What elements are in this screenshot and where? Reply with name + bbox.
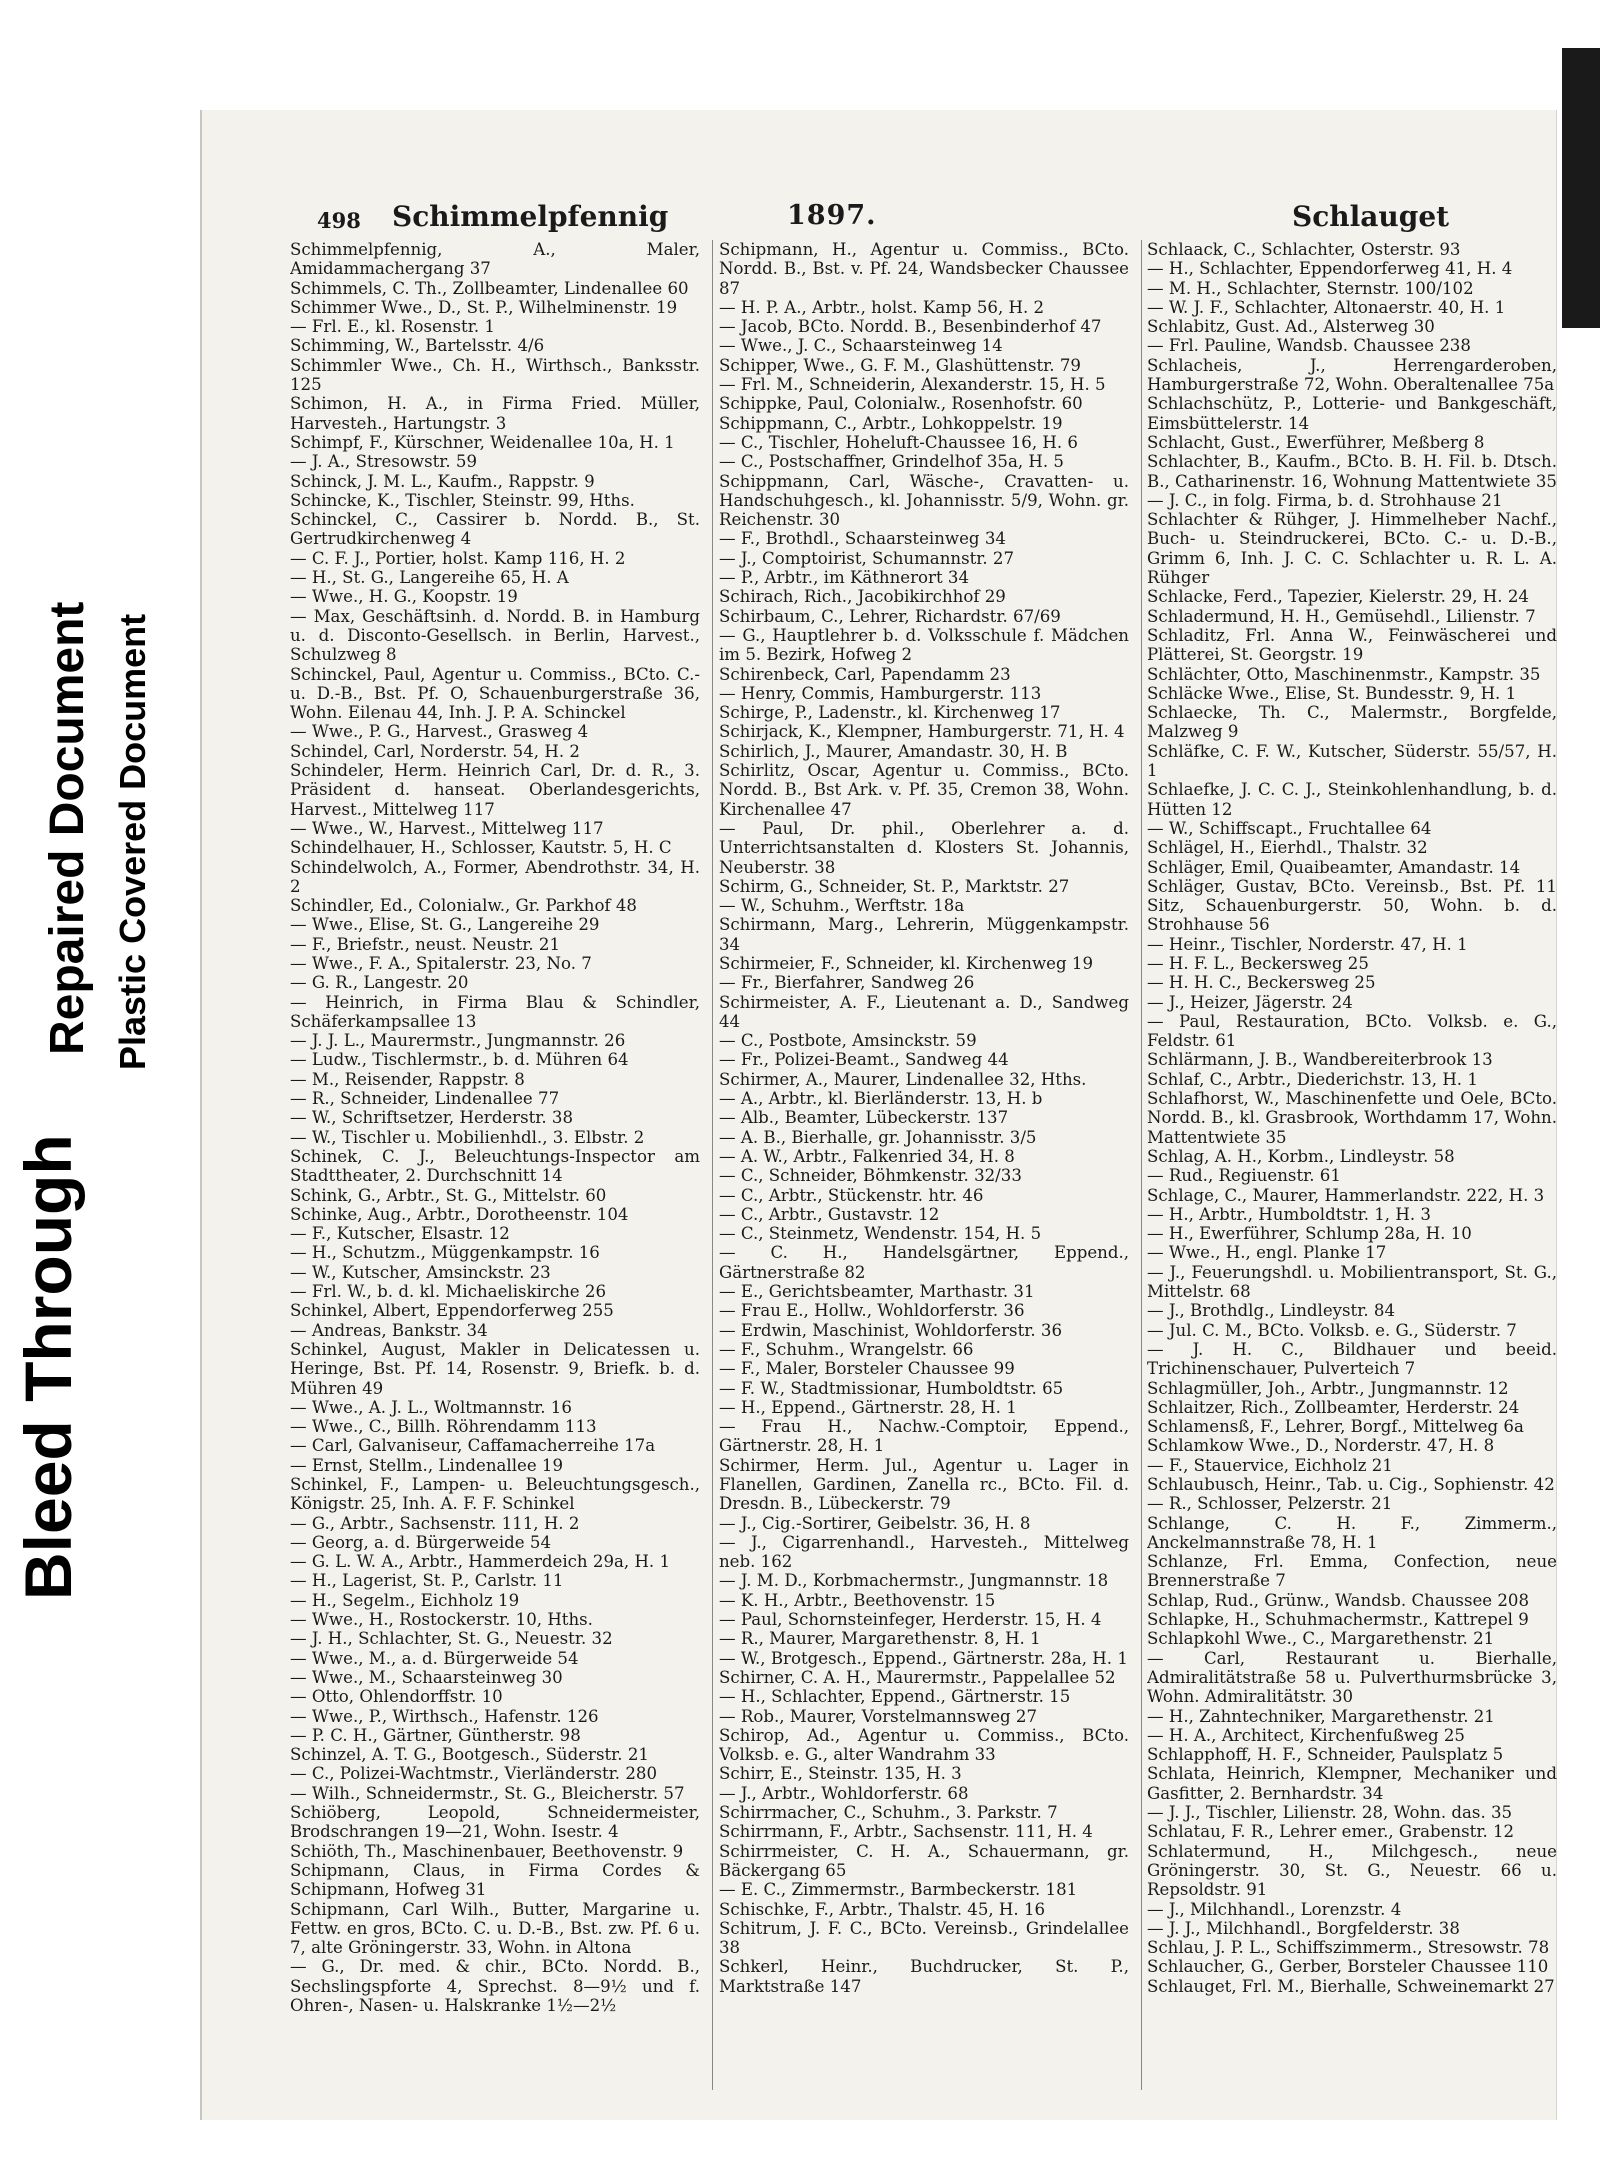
directory-entry: — A. B., Bierhalle, gr. Johannisstr. 3/5 [719, 1127, 1037, 1147]
directory-entry: — Wwe., F. A., Spitalerstr. 23, No. 7 [290, 953, 592, 973]
directory-entry: Schlafhorst, W., Maschinenfette und Oele, BCto. Nordd. B., kl. Grasbrook, Worthdamm 17, Wohn. Mattentwiete 35 [1147, 1089, 1557, 1147]
directory-entry: Schimming, W., Bartelsstr. 4/6 [290, 336, 545, 356]
directory-entry: — Fr., Polizei-Beamt., Sandweg 44 [719, 1050, 1009, 1070]
directory-entry: — Wwe., M., Schaarsteinweg 30 [290, 1667, 563, 1687]
directory-entry: — J., Milchhandl., Lorenzstr. 4 [1147, 1899, 1402, 1919]
directory-entry: — P. C. H., Gärtner, Güntherstr. 98 [290, 1725, 581, 1745]
directory-entry: — Otto, Ohlendorffstr. 10 [290, 1687, 503, 1707]
directory-entry: Schipmann, Claus, in Firma Cordes & Schipmann, Hofweg 31 [290, 1860, 700, 1900]
directory-entry: Schlamensß, F., Lehrer, Borgf., Mittelweg 6a [1147, 1417, 1524, 1437]
directory-entry: — C., Arbtr., Stückenstr. htr. 46 [719, 1185, 984, 1205]
directory-entry: — Paul, Schornsteinfeger, Herderstr. 15, H. 4 [719, 1610, 1102, 1630]
directory-entry: — J. J., Tischler, Lilienstr. 28, Wohn. das. 35 [1147, 1803, 1513, 1823]
directory-entry: Schirbaum, C., Lehrer, Richardstr. 67/69 [719, 606, 1061, 626]
column-1 [290, 240, 700, 2100]
directory-entry: — Wwe., H. G., Koopstr. 19 [290, 587, 518, 607]
directory-entry: Schlaubusch, Heinr., Tab. u. Cig., Sophienstr. 42 [1147, 1475, 1555, 1494]
directory-entry: — F., Schuhm., Wrangelstr. 66 [719, 1339, 974, 1359]
directory-entry: Schinck, J. M. L., Kaufm., Rappstr. 9 [290, 471, 595, 491]
directory-entry: Schipmann, Carl Wilh., Butter, Margarine u. Fettw. en gros, BCto. C. u. D.-B., Bst. zw. Pf. 6 u. 7, alte Gröningerstr. 33, Wohn. in Altona [290, 1899, 700, 1958]
directory-entry: Schlaefke, J. C. C. J., Steinkohlenhandlung, b. d. Hütten 12 [1147, 780, 1557, 819]
directory-entry: — Ernst, Stellm., Lindenallee 19 [290, 1455, 564, 1475]
scan-edge-strip [1562, 48, 1600, 328]
directory-entry: Schlacke, Ferd., Tapezier, Kielerstr. 29, H. 24 [1147, 587, 1529, 607]
directory-entry: Schindler, Ed., Colonialw., Gr. Parkhof 48 [290, 896, 637, 916]
directory-entry: Schladitz, Frl. Anna W., Feinwäscherei und Plätterei, St. Georgstr. 19 [1147, 625, 1557, 665]
directory-entry: — W., Schuhm., Werftstr. 18a [719, 896, 965, 916]
directory-entry: Schlapphoff, H. F., Schneider, Paulsplatz 5 [1147, 1745, 1504, 1765]
directory-entry: Schiöberg, Leopold, Schneidermeister, Brodschrangen 19—21, Wohn. Isestr. 4 [290, 1803, 700, 1842]
directory-entry: Schlap, Rud., Grünw., Wandsb. Chaussee 208 [1147, 1590, 1530, 1610]
directory-entry: — W., Schriftsetzer, Herderstr. 38 [290, 1108, 574, 1128]
directory-entry: Schlaack, C., Schlachter, Osterstr. 93 [1147, 240, 1461, 259]
directory-entry: — Frl. W., b. d. kl. Michaeliskirche 26 [290, 1282, 607, 1302]
directory-entry: — W., Schiffscapt., Fruchtallee 64 [1147, 818, 1432, 838]
directory-entry: — Wwe., H., Rostockerstr. 10, Hths. [290, 1610, 593, 1630]
directory-entry: Schlachschütz, P., Lotterie- und Bankgeschäft, Eimsbüttelerstr. 14 [1147, 394, 1557, 433]
directory-entry: — C., Arbtr., Gustavstr. 12 [719, 1204, 940, 1224]
directory-entry: Schipper, Wwe., G. F. M., Glashüttenstr. 79 [719, 355, 1081, 375]
directory-entry: Schischke, F., Arbtr., Thalstr. 45, H. 16 [719, 1899, 1046, 1919]
directory-entry: — J. A., Stresowstr. 59 [290, 452, 478, 472]
directory-entry: Schlanze, Frl. Emma, Confection, neue Brennerstraße 7 [1147, 1552, 1557, 1591]
directory-entry: — C. H., Handelsgärtner, Eppend., Gärtnerstraße 82 [719, 1243, 1129, 1282]
directory-entry: — F., Maler, Borsteler Chaussee 99 [719, 1359, 1015, 1379]
directory-entry: Schlachter & Rühger, J. Himmelheber Nachf., Buch- u. Steindruckerei, BCto. C.- u. D.-B., Grimm 6, Inh. J. C. C. Schlachter u. R. L. A. Rühger [1147, 510, 1557, 588]
directory-entry: Schimmelpfennig, A., Maler, Amidammachergang 37 [290, 240, 700, 279]
directory-entry: Schlaucher, G., Gerber, Borsteler Chaussee 110 [1147, 1957, 1549, 1977]
directory-entry: — H., Lagerist, St. P., Carlstr. 11 [290, 1571, 564, 1591]
directory-entry: Schirach, Rich., Jacobikirchhof 29 [719, 587, 1006, 607]
directory-entry: Schirmer, Herm. Jul., Agentur u. Lager in Flanellen, Gardinen, Zanella rc., BCto. Fil. d. Dresdn. B., Lübeckerstr. 79 [719, 1455, 1129, 1514]
directory-entry: — J., Comptoirist, Schumannstr. 27 [719, 548, 1015, 568]
directory-entry: — H., St. G., Langereihe 65, H. A [290, 568, 569, 588]
directory-entry: — M., Reisender, Rappstr. 8 [290, 1069, 525, 1089]
directory-entry: Schirenbeck, Carl, Papendamm 23 [719, 664, 1011, 684]
directory-entry: — F., Briefstr., neust. Neustr. 21 [290, 934, 561, 954]
directory-entry: — C., Postbote, Amsinckstr. 59 [719, 1031, 977, 1051]
directory-entry: — Georg, a. d. Bürgerweide 54 [290, 1532, 552, 1552]
directory-entry: Schlärmann, J. B., Wandbereiterbrook 13 [1147, 1050, 1493, 1070]
directory-entry: — Carl, Galvaniseur, Caffamacherreihe 17a [290, 1436, 656, 1456]
directory-entry: — G., Dr. med. & chir., BCto. Nordd. B., Sechslingspforte 4, Sprechst. 8—9½ und f. Ohren-, Nasen- u. Halskranke 1½—2½ [290, 1957, 700, 2016]
directory-entry: — H. F. L., Beckersweg 25 [1147, 953, 1369, 973]
directory-entry: Schinckel, Paul, Agentur u. Commiss., BCto. C.- u. D.-B., Bst. Pf. O, Schauenburgerstraße 36, Wohn. Eilenau 44, Inh. J. P. A. Schinckel [290, 664, 700, 723]
directory-entry: — G. R., Langestr. 20 [290, 973, 469, 993]
directory-entry: — H., Eppend., Gärtnerstr. 28, H. 1 [719, 1397, 1017, 1417]
directory-entry: Schlägel, H., Eierhdl., Thalstr. 32 [1147, 838, 1428, 858]
directory-entry: — W., Brotgesch., Eppend., Gärtnerstr. 28a, H. 1 [719, 1648, 1128, 1668]
directory-entry: — Wwe., C., Billh. Röhrendamm 113 [290, 1417, 597, 1437]
directory-entry: Schirner, C. A. H., Maurermstr., Pappelallee 52 [719, 1667, 1116, 1687]
directory-entry: — Andreas, Bankstr. 34 [290, 1320, 488, 1340]
directory-entry: — W., Tischler u. Mobilienhdl., 3. Elbstr. 2 [290, 1127, 645, 1147]
directory-entry: — Frau H., Nachw.-Comptoir, Eppend., Gärtnerstr. 28, H. 1 [719, 1417, 1129, 1456]
directory-entry: Schinzel, A. T. G., Bootgesch., Süderstr. 21 [290, 1745, 649, 1765]
directory-entry: Schlamkow Wwe., D., Norderstr. 47, H. 8 [1147, 1436, 1495, 1456]
directory-entry: — Rob., Maurer, Vorstelmannsweg 27 [719, 1706, 1038, 1726]
directory-entry: Schippmann, Carl, Wäsche-, Cravatten- u. Handschuhgesch., kl. Johannisstr. 5/9, Wohn. gr. Reichenstr. 30 [719, 471, 1129, 530]
directory-entry: Schlag, A. H., Korbm., Lindleystr. 58 [1147, 1146, 1455, 1166]
directory-entry: — Fr., Bierfahrer, Sandweg 26 [719, 973, 975, 993]
directory-entry: Schinke, Aug., Arbtr., Dorotheenstr. 104 [290, 1204, 629, 1224]
directory-entry: — Frl. M., Schneiderin, Alexanderstr. 15, H. 5 [719, 375, 1106, 395]
directory-entry: Schlaf, C., Arbtr., Diederichstr. 13, H. 1 [1147, 1069, 1478, 1089]
directory-entry: — C., Polizei-Wachtmstr., Vierländerstr. 280 [290, 1764, 657, 1784]
directory-entry: Schlaecke, Th. C., Malermstr., Borgfelde, Malzweg 9 [1147, 703, 1557, 742]
directory-entry: — Wwe., P. G., Harvest., Grasweg 4 [290, 722, 589, 742]
directory-entry: — Heinrich, in Firma Blau & Schindler, Schäferkampsallee 13 [290, 992, 700, 1031]
directory-entry: — J., Feuerungshdl. u. Mobilientransport, St. G., Mittelstr. 68 [1147, 1262, 1557, 1302]
directory-entry: — R., Schlosser, Pelzerstr. 21 [1147, 1494, 1393, 1514]
page-header [202, 200, 1557, 240]
directory-entry: — J., Cig.-Sortirer, Geibelstr. 36, H. 8 [719, 1513, 1031, 1533]
directory-entry: Schlächter, Otto, Maschinenmstr., Kampstr. 35 [1147, 664, 1541, 684]
directory-entry: Schlata, Heinrich, Klempner, Mechaniker und Gasfitter, 2. Bernhardstr. 34 [1147, 1764, 1557, 1803]
directory-entry: Schirrmacher, C., Schuhm., 3. Parkstr. 7 [719, 1803, 1058, 1823]
directory-entry: Schlage, C., Maurer, Hammerlandstr. 222, H. 3 [1147, 1185, 1545, 1205]
directory-entry: — H., Segelm., Eichholz 19 [290, 1590, 520, 1610]
directory-entry: Schimmer Wwe., D., St. P., Wilhelminenstr. 19 [290, 297, 678, 317]
directory-entry: — Wwe., M., a. d. Bürgerweide 54 [290, 1648, 579, 1668]
directory-entry: — Wwe., J. C., Schaarsteinweg 14 [719, 336, 1003, 356]
directory-entry: Schkerl, Heinr., Buchdrucker, St. P., Marktstraße 147 [719, 1957, 1129, 1996]
directory-entry: — E., Gerichtsbeamter, Marthastr. 31 [719, 1282, 1035, 1302]
repaired-document-label: Repaired Document [41, 601, 94, 1055]
directory-entry: Schindeler, Herm. Heinrich Carl, Dr. d. R., 3. Präsident d. hanseat. Oberlandesgerichts, Harvest., Mittelweg 117 [290, 761, 700, 819]
directory-entry: — Henry, Commis, Hamburgerstr. 113 [719, 683, 1042, 703]
directory-entry: — Jul. C. M., BCto. Volksb. e. G., Süderstr. 7 [1147, 1320, 1517, 1340]
directory-entry: — Paul, Dr. phil., Oberlehrer a. d. Unterrichtsanstalten d. Klosters St. Johannis, Neuberstr. 38 [719, 818, 1129, 877]
directory-entry: — E. C., Zimmermstr., Barmbeckerstr. 181 [719, 1880, 1078, 1900]
directory-entry: — C. F. J., Portier, holst. Kamp 116, H. 2 [290, 548, 626, 568]
directory-page [200, 110, 1557, 2120]
column-2 [719, 240, 1129, 2100]
directory-entry: — Alb., Beamter, Lübeckerstr. 137 [719, 1108, 1009, 1128]
directory-entry: Schindel, Carl, Norderstr. 54, H. 2 [290, 741, 580, 761]
header-left-keyword: Schimmelpfennig [392, 200, 669, 233]
directory-entry: — F. W., Stadtmissionar, Humboldtstr. 65 [719, 1378, 1064, 1398]
directory-entry: Schippke, Paul, Colonialw., Rosenhofstr. 60 [719, 394, 1083, 414]
directory-entry: Schirge, P., Ladenstr., kl. Kirchenweg 17 [719, 703, 1061, 723]
column-3 [1147, 240, 1557, 2100]
header-year: 1897. [787, 200, 877, 231]
directory-entry: — J., Brothdlg., Lindleystr. 84 [1147, 1301, 1395, 1321]
directory-entry: Schläger, Gustav, BCto. Vereinsb., Bst. Pf. 11 Sitz, Schauenburgerstr. 50, Wohn. b. d. Strohhause 56 [1147, 876, 1557, 935]
directory-entry: — H., Ewerführer, Schlump 28a, H. 10 [1147, 1224, 1472, 1244]
directory-entry: Schirmeister, A. F., Lieutenant a. D., Sandweg 44 [719, 992, 1129, 1031]
directory-entry: Schimmler Wwe., Ch. H., Wirthsch., Banksstr. 125 [290, 355, 700, 395]
directory-entry: — Wwe., W., Harvest., Mittelweg 117 [290, 818, 604, 838]
directory-entry: — Rud., Regiuenstr. 61 [1147, 1166, 1341, 1186]
directory-entry: — M. H., Schlachter, Sternstr. 100/102 [1147, 278, 1474, 298]
directory-entry: — Wwe., H., engl. Planke 17 [1147, 1243, 1387, 1263]
directory-entry: Schinckel, C., Cassirer b. Nordd. B., St. Gertrudkirchenweg 4 [290, 510, 700, 549]
directory-entry: Schink, G., Arbtr., St. G., Mittelstr. 60 [290, 1185, 607, 1205]
directory-entry: Schlapke, H., Schuhmachermstr., Kattrepel 9 [1147, 1610, 1529, 1630]
directory-entry: — Heinr., Tischler, Norderstr. 47, H. 1 [1147, 934, 1468, 954]
directory-entry: Schirmeier, F., Schneider, kl. Kirchenweg 19 [719, 953, 1094, 973]
directory-entry: — J. C., in folg. Firma, b. d. Strohhause 21 [1147, 490, 1503, 510]
directory-entry: — W., Kutscher, Amsinckstr. 23 [290, 1262, 551, 1282]
directory-entry: Schirmann, Marg., Lehrerin, Müggenkampstr. 34 [719, 915, 1129, 954]
directory-entry: — R., Schneider, Lindenallee 77 [290, 1089, 560, 1109]
directory-entry: — Paul, Restauration, BCto. Volksb. e. G., Feldstr. 61 [1147, 1011, 1557, 1051]
directory-entry: — P., Arbtr., im Käthnerort 34 [719, 568, 970, 588]
directory-entry: Schimon, H. A., in Firma Fried. Müller, Harvesteh., Hartungstr. 3 [290, 394, 700, 433]
directory-entry: — J. J., Milchhandl., Borgfelderstr. 38 [1147, 1918, 1460, 1938]
directory-entry: — H., Arbtr., Humboldtstr. 1, H. 3 [1147, 1204, 1431, 1224]
directory-entry: — G., Arbtr., Sachsenstr. 111, H. 2 [290, 1513, 580, 1533]
column-separator [712, 240, 713, 2090]
directory-entry: — Frl. Pauline, Wandsb. Chaussee 238 [1147, 336, 1471, 356]
directory-entry: Schirr, E., Steinstr. 135, H. 3 [719, 1764, 962, 1784]
directory-entry: — Erdwin, Maschinist, Wohldorferstr. 36 [719, 1320, 1063, 1340]
directory-entry: — C., Postschaffner, Grindelhof 35a, H. 5 [719, 452, 1064, 472]
directory-entry: — A. W., Arbtr., Falkenried 34, H. 8 [719, 1146, 1015, 1166]
directory-entry: — Ludw., Tischlermstr., b. d. Mühren 64 [290, 1050, 629, 1070]
directory-entry: — W. J. F., Schlachter, Altonaerstr. 40, H. 1 [1147, 297, 1506, 317]
directory-entry: Schiöth, Th., Maschinenbauer, Beethovenstr. 9 [290, 1841, 684, 1861]
directory-entry: Schindelwolch, A., Former, Abendrothstr. 34, H. 2 [290, 857, 700, 896]
directory-entry: Schlauget, Frl. M., Bierhalle, Schweinemarkt 27 [1147, 1976, 1555, 1996]
directory-entry: — J., Heizer, Jägerstr. 24 [1147, 992, 1353, 1012]
directory-entry: — A., Arbtr., kl. Bierländerstr. 13, H. b [719, 1089, 1043, 1109]
directory-entry: Schirrmeister, C. H. A., Schauermann, gr. Bäckergang 65 [719, 1841, 1129, 1880]
directory-entry: — H., Zahntechniker, Margarethenstr. 21 [1147, 1706, 1495, 1726]
directory-entry: Schlapkohl Wwe., C., Margarethenstr. 21 [1147, 1629, 1495, 1649]
directory-entry: — Carl, Restaurant u. Bierhalle, Admiralitätstraße 58 u. Pulverthurmsbrücke 3, Wohn. Admiralitätstr. 30 [1147, 1648, 1557, 1707]
directory-entry: — Frau E., Hollw., Wohldorferstr. 36 [719, 1301, 1025, 1321]
directory-entry: — Jacob, BCto. Nordd. B., Besenbinderhof 47 [719, 317, 1102, 337]
directory-entry: Schlatau, F. R., Lehrer emer., Grabenstr. 12 [1147, 1822, 1515, 1842]
directory-entry: — J. H., Schlachter, St. G., Neuestr. 32 [290, 1629, 613, 1649]
directory-entry: — G., Hauptlehrer b. d. Volksschule f. Mädchen im 5. Bezirk, Hofweg 2 [719, 625, 1129, 665]
directory-entry: — K. H., Arbtr., Beethovenstr. 15 [719, 1590, 996, 1610]
directory-entry: Schinkel, F., Lampen- u. Beleuchtungsgesch., Königstr. 25, Inh. A. F. F. Schinkel [290, 1475, 700, 1514]
bleed-through-label: Bleed Through [11, 1134, 85, 1600]
directory-entry: Schlange, C. H. F., Zimmerm., Anckelmannstraße 78, H. 1 [1147, 1513, 1557, 1552]
directory-entry: Schlacheis, J., Herrengarderoben, Hamburgerstraße 72, Wohn. Oberaltenallee 75a [1147, 355, 1557, 395]
directory-entry: — F., Kutscher, Elsastr. 12 [290, 1224, 510, 1244]
directory-entry: — Frl. E., kl. Rosenstr. 1 [290, 317, 495, 337]
directory-entry: — H., Schlachter, Eppendorferweg 41, H. 4 [1147, 259, 1513, 279]
directory-entry: Schläger, Emil, Quaibeamter, Amandastr. 14 [1147, 857, 1521, 877]
directory-entry: — F., Brothdl., Schaarsteinweg 34 [719, 529, 1006, 549]
directory-entry: Schimmels, C. Th., Zollbeamter, Lindenallee 60 [290, 278, 689, 298]
directory-entry: — F., Stauervice, Eichholz 21 [1147, 1455, 1393, 1475]
directory-entry: — J., Cigarrenhandl., Harvesteh., Mittelweg neb. 162 [719, 1532, 1129, 1572]
directory-entry: Schirlich, J., Maurer, Amandastr. 30, H. B [719, 741, 1068, 761]
directory-entry: — Wwe., A. J. L., Woltmannstr. 16 [290, 1397, 572, 1417]
directory-entry: Schirlitz, Oscar, Agentur u. Commiss., BCto. Nordd. B., Bst Ark. v. Pf. 35, Cremon 38, Wohn. Kirchenallee 47 [719, 761, 1129, 819]
directory-entry: — R., Maurer, Margarethenstr. 8, H. 1 [719, 1629, 1041, 1649]
directory-entry: Schindelhauer, H., Schlosser, Kautstr. 5, H. C [290, 838, 672, 858]
directory-entry: Schlau, J. P. L., Schiffszimmerm., Stresowstr. 78 [1147, 1938, 1550, 1958]
directory-entry: Schlachter, B., Kaufm., BCto. B. H. Fil. b. Dtsch. B., Catharinenstr. 16, Wohnung Mattentwiete 35 [1147, 452, 1557, 491]
directory-entry: — C., Tischler, Hoheluft-Chaussee 16, H. 6 [719, 432, 1078, 452]
directory-entry: Schlabitz, Gust. Ad., Alsterweg 30 [1147, 317, 1435, 337]
directory-entry: Schirm, G., Schneider, St. P., Marktstr. 27 [719, 876, 1070, 896]
directory-entry: Schirrmann, F., Arbtr., Sachsenstr. 111, H. 4 [719, 1822, 1093, 1842]
directory-entry: Schläfke, C. F. W., Kutscher, Süderstr. 55/57, H. 1 [1147, 741, 1557, 781]
directory-entry: — H. P. A., Arbtr., holst. Kamp 56, H. 2 [719, 297, 1045, 317]
directory-entry: Schippmann, C., Arbtr., Lohkoppelstr. 19 [719, 413, 1063, 433]
directory-entry: Schirop, Ad., Agentur u. Commiss., BCto. Volksb. e. G., alter Wandrahm 33 [719, 1725, 1129, 1765]
directory-entry: Schinkel, Albert, Eppendorferweg 255 [290, 1301, 614, 1321]
directory-entry: Schimpf, F., Kürschner, Weidenallee 10a, H. 1 [290, 432, 675, 452]
directory-entry: Schincke, K., Tischler, Steinstr. 99, Hths. [290, 490, 635, 510]
directory-entry: — J. M. D., Korbmachermstr., Jungmannstr. 18 [719, 1571, 1109, 1591]
directory-entry: — H. A., Architect, Kirchenfußweg 25 [1147, 1725, 1465, 1745]
directory-entry: Schirjack, K., Klempner, Hamburgerstr. 71, H. 4 [719, 722, 1125, 742]
directory-entry: — Wilh., Schneidermstr., St. G., Bleicherstr. 57 [290, 1783, 685, 1803]
directory-entry: — Wwe., P., Wirthsch., Hafenstr. 126 [290, 1706, 599, 1726]
directory-entry: Schlaitzer, Rich., Zollbeamter, Herderstr. 24 [1147, 1397, 1520, 1417]
header-right-keyword: Schlauget [1292, 200, 1450, 233]
column-separator [1141, 240, 1142, 2090]
directory-entry: Schinek, C. J., Beleuchtungs-Inspector am Stadttheater, 2. Durchschnitt 14 [290, 1146, 700, 1186]
directory-entry: — C., Schneider, Böhmkenstr. 32/33 [719, 1166, 1022, 1186]
directory-entry: — C., Steinmetz, Wendenstr. 154, H. 5 [719, 1224, 1042, 1244]
directory-entry: — H. H. C., Beckersweg 25 [1147, 973, 1376, 993]
directory-entry: Schlatermund, H., Milchgesch., neue Gröningerstr. 30, St. G., Neuestr. 66 u. Repsoldstr. 91 [1147, 1841, 1557, 1900]
directory-entry: — H., Schlachter, Eppend., Gärtnerstr. 15 [719, 1687, 1071, 1707]
directory-entry: Schipmann, H., Agentur u. Commiss., BCto. Nordd. B., Bst. v. Pf. 24, Wandsbecker Chaussee 87 [719, 240, 1129, 298]
directory-entry: — Wwe., Elise, St. G., Langereihe 29 [290, 915, 600, 935]
directory-entry: — H., Schutzm., Müggenkampstr. 16 [290, 1243, 600, 1263]
directory-entry: Schitrum, J. F. C., BCto. Vereinsb., Grindelallee 38 [719, 1918, 1129, 1958]
directory-entry: Schladermund, H. H., Gemüsehdl., Lilienstr. 7 [1147, 606, 1536, 626]
directory-entry: — G. L. W. A., Arbtr., Hammerdeich 29a, H. 1 [290, 1552, 671, 1572]
directory-entry: Schinkel, August, Makler in Delicatessen u. Heringe, Bst. Pf. 14, Rosenstr. 9, Briefk. b. d. Mühren 49 [290, 1339, 700, 1398]
directory-entry: Schlacht, Gust., Ewerführer, Meßberg 8 [1147, 432, 1485, 452]
directory-entry: — J., Arbtr., Wohldorferstr. 68 [719, 1783, 969, 1803]
plastic-covered-label: Plastic Covered Document [112, 613, 153, 1070]
page-number: 498 [317, 208, 361, 233]
directory-entry: Schlagmüller, Joh., Arbtr., Jungmannstr. 12 [1147, 1378, 1509, 1398]
directory-entry: — J. H. C., Bildhauer und beeid. Trichinenschauer, Pulverteich 7 [1147, 1339, 1557, 1379]
directory-entry: Schläcke Wwe., Elise, St. Bundesstr. 9, H. 1 [1147, 683, 1517, 703]
directory-entry: Schirmer, A., Maurer, Lindenallee 32, Hths. [719, 1069, 1087, 1089]
directory-entry: — J. J. L., Maurermstr., Jungmannstr. 26 [290, 1031, 626, 1051]
directory-entry: — Max, Geschäftsinh. d. Nordd. B. in Hamburg u. d. Disconto-Gesellsch. in Berlin, Harvest., Schulzweg 8 [290, 606, 700, 665]
